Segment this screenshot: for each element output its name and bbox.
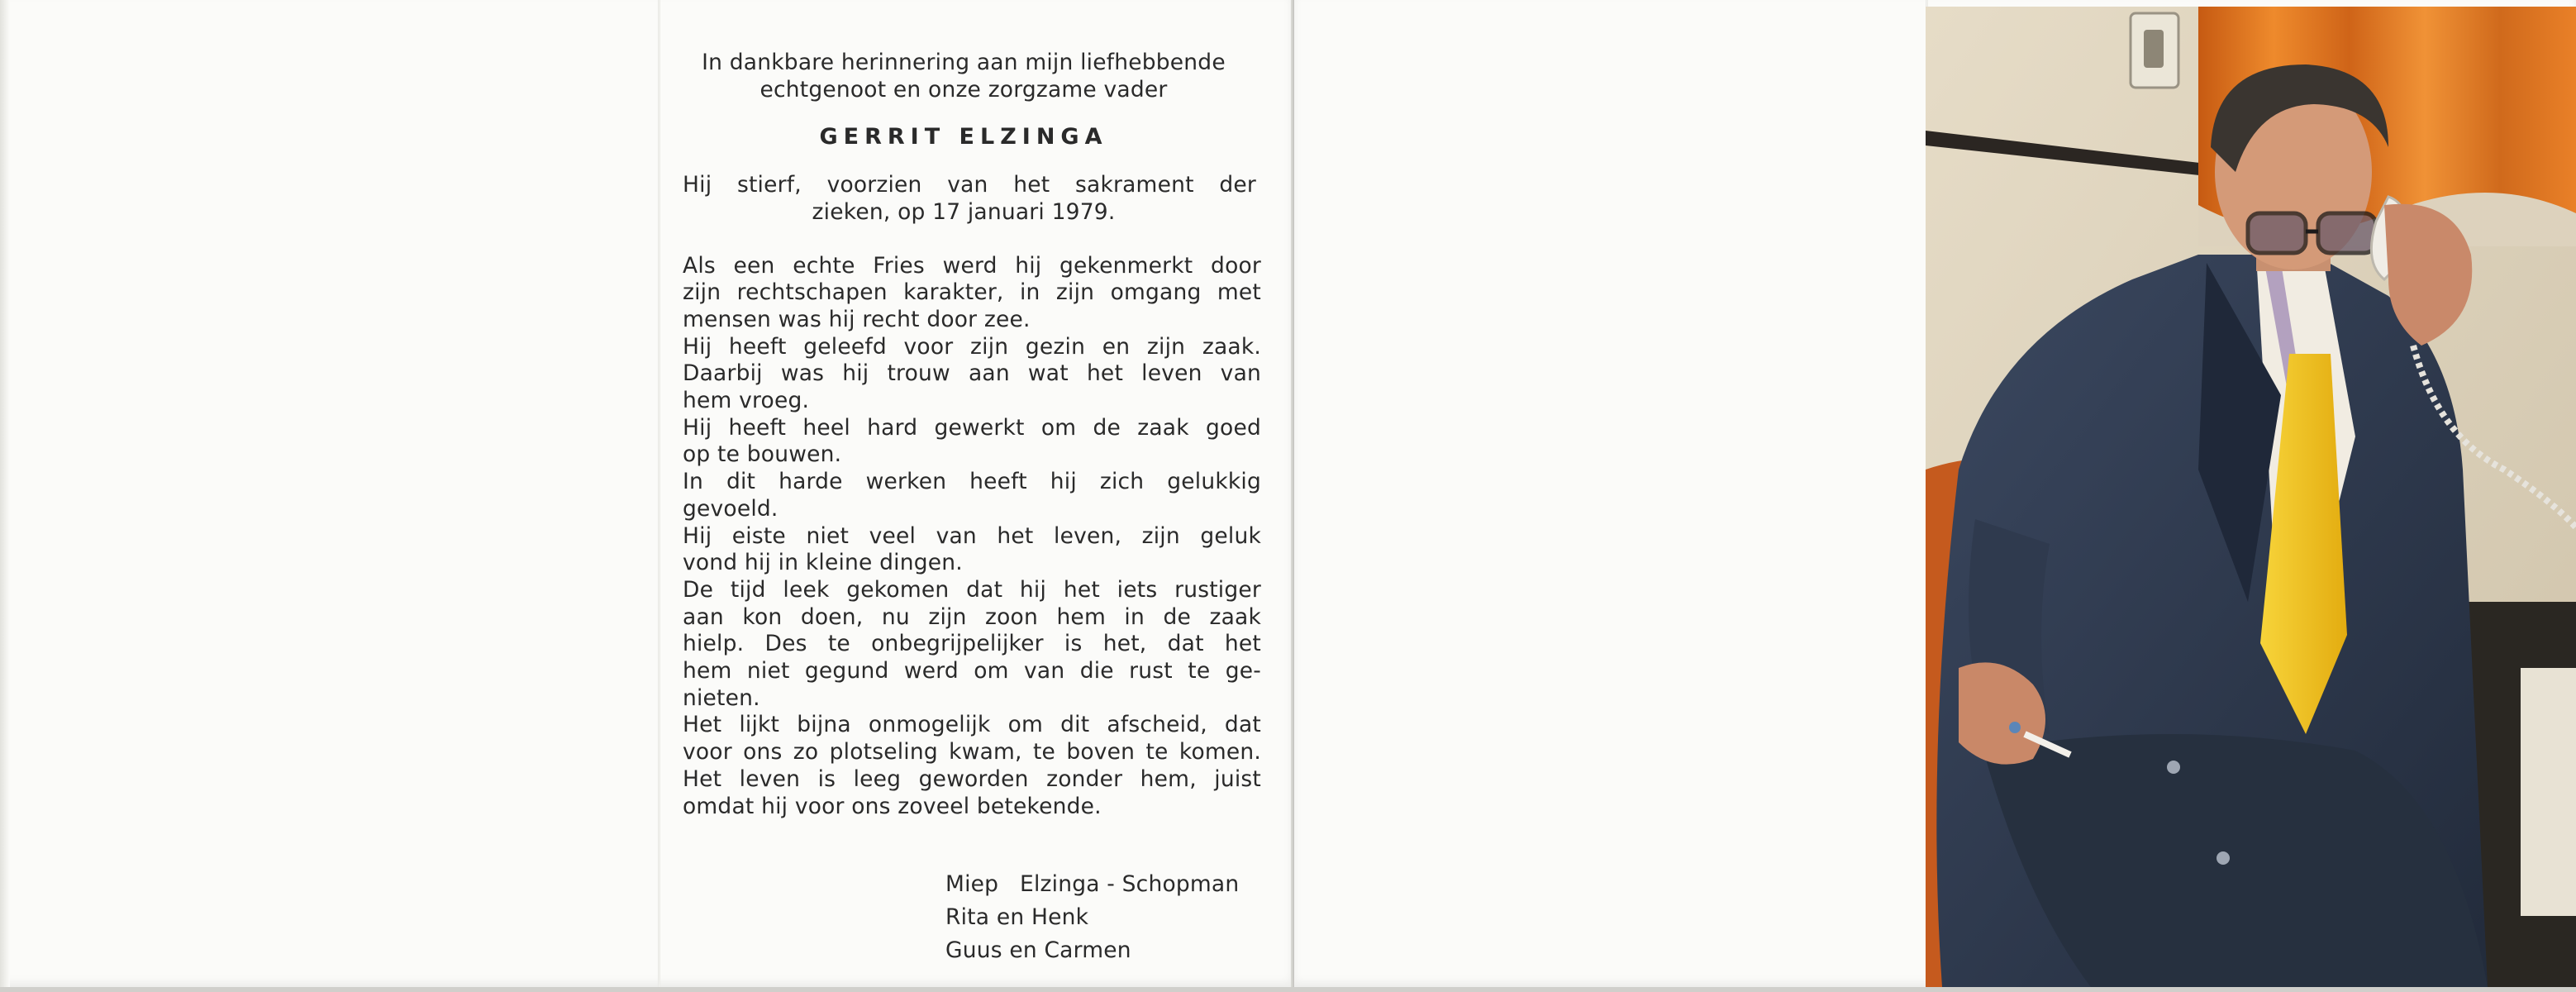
body-line: Het leven is leeg geworden zonder hem, juist	[683, 765, 1261, 792]
body-line: Hij eiste niet veel van het leven, zijn geluk	[683, 522, 1261, 549]
memorial-text-page	[666, 50, 1261, 963]
death-notice	[666, 172, 1261, 226]
body-line: Hij heeft geleefd voor zijn gezin en zijn zaak.	[683, 333, 1261, 360]
glasses-right-lens	[2318, 213, 2376, 253]
body-line: omdat hij voor ons zoveel betekende.	[683, 793, 1102, 819]
body-line: zijn rechtschapen karakter, in zijn omgang met	[683, 279, 1261, 306]
memorial-body-text	[683, 253, 1261, 821]
body-line: In dit harde werken heeft hij zich gelukkig	[683, 469, 1261, 495]
card-fold	[658, 0, 660, 987]
suit-button	[2167, 761, 2180, 774]
body-line: hielp. Des te onbegrijpelijker is het, dat het	[683, 631, 1261, 657]
signature-line: Miep Elzinga - Schopman	[945, 871, 1240, 897]
body-line: De tijd leek gekomen dat hij het iets rustiger	[683, 576, 1261, 603]
body-line: Als een echte Fries werd hij gekenmerkt door	[683, 252, 1261, 279]
body-line: vond hij in kleine dingen.	[683, 550, 963, 576]
signature-line: Rita en Henk	[945, 904, 1089, 930]
body-line: Daarbij was hij trouw aan wat het leven van	[683, 360, 1261, 387]
body-line: hem niet gegund werd om van die rust te ge-	[683, 658, 1261, 684]
death-word: voorzien	[826, 172, 922, 198]
glasses-left-lens	[2248, 213, 2306, 253]
body-line: Het lijkt bijna onmogelijk om dit afscheid, dat	[683, 712, 1261, 738]
death-word: van	[947, 172, 988, 198]
scan-bottom-edge	[0, 987, 2576, 992]
body-line: gevoeld.	[683, 495, 779, 522]
portrait-illustration	[1926, 7, 2576, 987]
ring	[2009, 722, 2021, 733]
body-line: nieten.	[683, 684, 760, 711]
body-line: hem vroeg.	[683, 388, 810, 414]
death-word: sakrament	[1075, 172, 1194, 198]
body-line: mensen was hij recht door zee.	[683, 306, 1031, 332]
left-card-spread	[0, 0, 1293, 987]
body-line: op te bouwen.	[683, 441, 842, 468]
death-line-2: zieken, op 17 januari 1979.	[812, 198, 1116, 225]
intro-line-1: In dankbare herinnering aan mijn liefhebbende	[702, 50, 1226, 75]
death-word: der	[1219, 172, 1256, 198]
deceased-name: GERRIT ELZINGA	[819, 124, 1108, 150]
portrait-photo	[1926, 7, 2576, 987]
intro-line-2: echtgenoot en onze zorgzame vader	[759, 76, 1168, 103]
cabinet-door	[2521, 668, 2576, 916]
light-switch-toggle	[2144, 30, 2164, 68]
intro-text	[666, 50, 1261, 103]
death-word: het	[1013, 172, 1050, 198]
body-line: aan kon doen, nu zijn zoon hem in de zaak	[683, 603, 1261, 630]
signature-line: Guus en Carmen	[945, 937, 1131, 963]
death-line-1	[666, 172, 1261, 199]
death-word: Hij	[683, 172, 712, 198]
signatures	[945, 868, 1239, 967]
body-line: voor ons zo plotseling kwam, te boven te komen.	[683, 739, 1261, 765]
suit-button	[2217, 851, 2230, 865]
card-edge	[0, 0, 10, 987]
body-line: Hij heeft heel hard gewerkt om de zaak goed	[683, 414, 1261, 441]
death-word: stierf,	[736, 172, 802, 198]
